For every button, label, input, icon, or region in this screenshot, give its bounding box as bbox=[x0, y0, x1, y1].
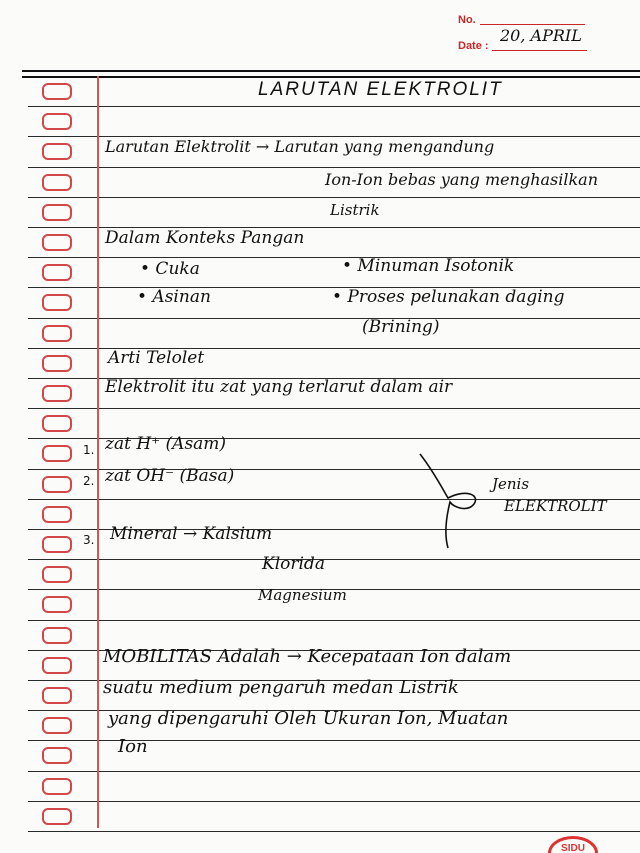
types-label-2: ELEKTROLIT bbox=[504, 497, 607, 515]
ruled-line bbox=[28, 318, 640, 319]
margin-box bbox=[42, 415, 72, 432]
mobility-line-4: Ion bbox=[118, 736, 148, 757]
margin-box bbox=[42, 113, 72, 130]
notes-line-1: Arti Telolet bbox=[108, 348, 205, 368]
date-value: 20, APRIL bbox=[500, 26, 582, 45]
context-item-2: • Minuman Isotonik bbox=[342, 256, 515, 276]
margin-box bbox=[42, 596, 72, 613]
top-rule-2 bbox=[22, 76, 640, 78]
definition-line-2: Ion-Ion bebas yang menghasilkan bbox=[325, 170, 599, 189]
margin-box bbox=[42, 83, 72, 100]
margin-box bbox=[42, 747, 72, 764]
number-2: 2. bbox=[83, 474, 95, 488]
margin-box bbox=[42, 294, 72, 311]
ruled-line bbox=[28, 831, 640, 832]
context-item-5: (Brining) bbox=[362, 317, 440, 337]
ruled-line bbox=[28, 257, 640, 258]
margin-box bbox=[42, 627, 72, 644]
no-line bbox=[480, 24, 585, 25]
no-label: No. bbox=[458, 14, 476, 26]
margin-box bbox=[42, 687, 72, 704]
ruled-line bbox=[28, 620, 640, 621]
context-item-4: • Proses pelunakan daging bbox=[332, 287, 565, 307]
ruled-line bbox=[28, 801, 640, 802]
date-line bbox=[492, 50, 587, 51]
margin-line bbox=[97, 76, 99, 828]
page-title: LARUTAN ELEKTROLIT bbox=[258, 79, 503, 100]
context-item-3: • Asinan bbox=[137, 287, 211, 307]
ruled-line bbox=[28, 197, 640, 198]
margin-box bbox=[42, 264, 72, 281]
margin-box bbox=[42, 143, 72, 160]
margin-box bbox=[42, 174, 72, 191]
margin-box bbox=[42, 476, 72, 493]
type-item-3c: Magnesium bbox=[258, 586, 347, 604]
top-rule bbox=[22, 70, 640, 72]
ruled-line bbox=[28, 408, 640, 409]
type-item-2: zat OH⁻ (Basa) bbox=[105, 466, 235, 486]
number-1: 1. bbox=[83, 443, 95, 457]
margin-box bbox=[42, 536, 72, 553]
number-3: 3. bbox=[83, 533, 95, 547]
type-item-3: Mineral → Kalsium bbox=[110, 524, 273, 544]
brand-logo bbox=[548, 836, 598, 853]
type-item-1: zat H⁺ (Asam) bbox=[105, 434, 227, 454]
ruled-line bbox=[28, 106, 640, 107]
brand-logo-text: SIDU bbox=[561, 843, 585, 853]
types-label-1: Jenis bbox=[492, 475, 530, 493]
type-item-3b: Klorida bbox=[262, 554, 325, 574]
margin-box bbox=[42, 808, 72, 825]
ruled-line bbox=[28, 167, 640, 168]
date-label: Date : bbox=[458, 40, 489, 52]
margin-box bbox=[42, 506, 72, 523]
mobility-line-1: MOBILITAS Adalah → Kecepataan Ion dalam bbox=[103, 646, 512, 667]
margin-box bbox=[42, 445, 72, 462]
ruled-line bbox=[28, 771, 640, 772]
margin-box bbox=[42, 325, 72, 342]
margin-box bbox=[42, 566, 72, 583]
margin-box bbox=[42, 355, 72, 372]
context-item-1: • Cuka bbox=[140, 259, 200, 279]
margin-box bbox=[42, 204, 72, 221]
definition-line-1: Larutan Elektrolit → Larutan yang mengandung bbox=[105, 137, 495, 156]
mobility-line-2: suatu medium pengaruh medan Listrik bbox=[103, 677, 459, 698]
mobility-line-3: yang dipengaruhi Oleh Ukuran Ion, Muatan bbox=[108, 708, 509, 729]
ruled-line bbox=[28, 559, 640, 560]
notes-line-2: Elektrolit itu zat yang terlarut dalam air bbox=[105, 377, 453, 397]
margin-box bbox=[42, 234, 72, 251]
context-heading: Dalam Konteks Pangan bbox=[105, 228, 305, 248]
definition-line-3: Listrik bbox=[330, 201, 380, 219]
margin-box bbox=[42, 385, 72, 402]
margin-box bbox=[42, 657, 72, 674]
margin-box bbox=[42, 778, 72, 795]
margin-box bbox=[42, 717, 72, 734]
grouping-brace bbox=[408, 452, 488, 552]
